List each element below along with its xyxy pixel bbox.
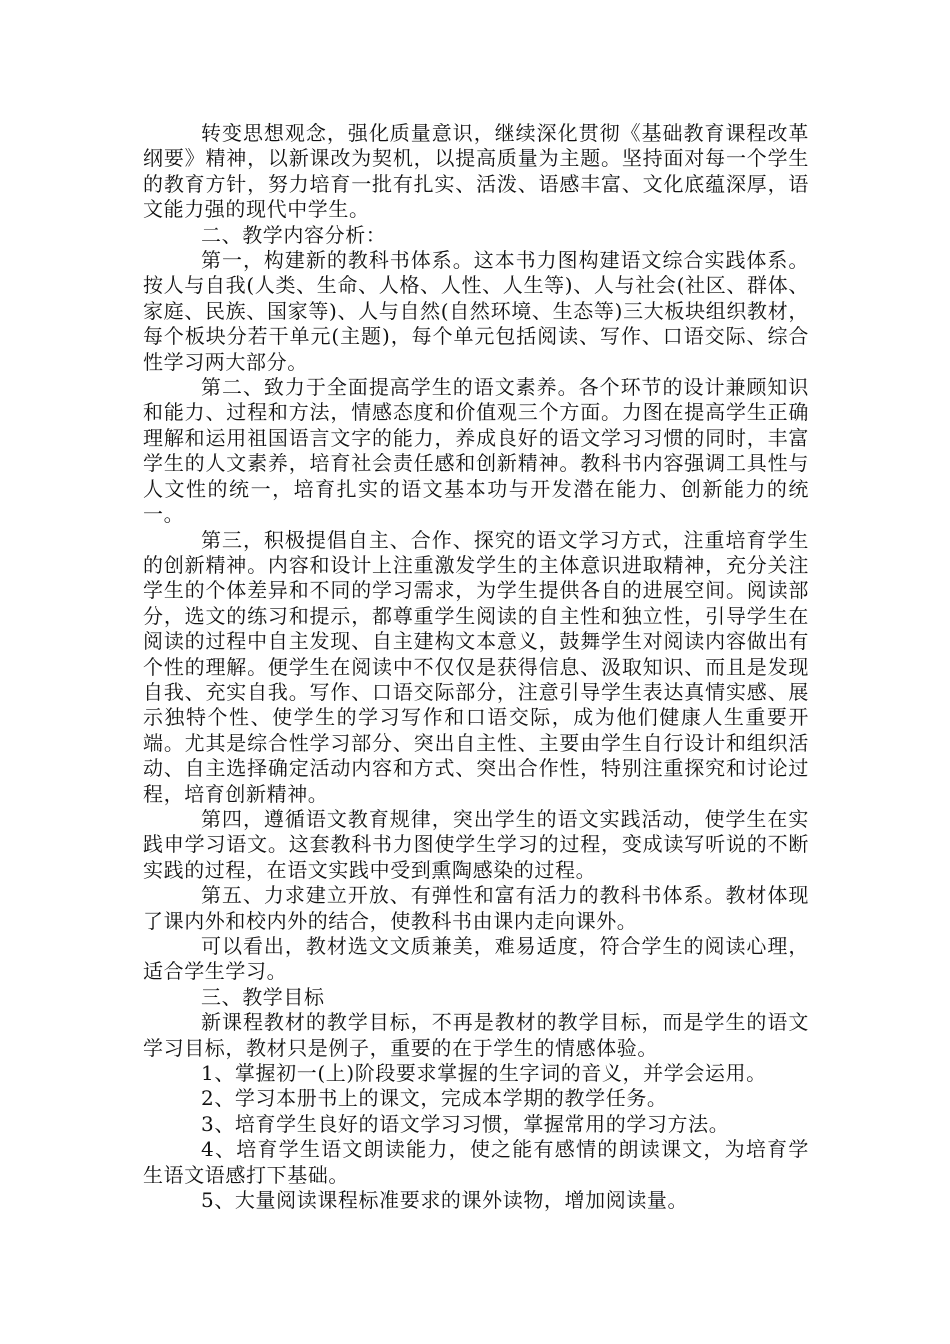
section-heading-content-analysis: 二、教学内容分析：	[201, 222, 387, 247]
section-heading-teaching-goals: 三、教学目标	[201, 984, 325, 1009]
goal-item-1: 1、掌握初一(上)阶段要求掌握的生字词的音义，并学会运用。	[201, 1061, 767, 1086]
goal-item-2: 2、学习本册书上的课文，完成本学期的教学任务。	[201, 1086, 668, 1111]
paragraph-goals-intro: 新课程教材的教学目标，不再是教材的教学目标，而是学生的语文学习目标，教材只是例子，重要的在于学生的情感体验。	[143, 1010, 809, 1060]
paragraph-summary: 可以看出，教材选文文质兼美，难易适度，符合学生的阅读心理，适合学生学习。	[143, 934, 809, 984]
paragraph-intro: 转变思想观念，强化质量意识，继续深化贯彻《基础教育课程改革纲要》精神，以新课改为契机，以提高质量为主题。坚持面对每一个学生的教育方针，努力培育一批有扎实、活泼、语感丰富、文化底蕴深厚，语文能力强的现代中学生。	[143, 121, 809, 222]
paragraph-point-2: 第二、致力于全面提高学生的语文素养。各个环节的设计兼顾知识和能力、过程和方法，情感态度和价值观三个方面。力图在提高学生正确理解和运用祖国语言文字的能力，养成良好的语文学习习惯的同时，丰富学生的人文素养，培育社会责任感和创新精神。教科书内容强调工具性与人文性的统一，培育扎实的语文基本功与开发潜在能力、创新能力的统一。	[143, 375, 809, 527]
paragraph-point-5: 第五、力求建立开放、有弹性和富有活力的教科书体系。教材体现了课内外和校内外的结合，使教科书由课内走向课外。	[143, 883, 809, 933]
goal-item-4: 4、培育学生语文朗读能力，使之能有感情的朗读课文，为培育学生语文语感打下基础。	[143, 1137, 809, 1187]
paragraph-point-4: 第四，遵循语文教育规律，突出学生的语文实践活动，使学生在实践申学习语文。这套教科书力图使学生学习的过程，变成读写听说的不断实践的过程，在语文实践中受到熏陶感染的过程。	[143, 806, 809, 882]
goal-item-5: 5、大量阅读课程标准要求的课外读物，增加阅读量。	[201, 1188, 689, 1213]
goal-item-3: 3、培育学生良好的语文学习习惯，掌握常用的学习方法。	[201, 1111, 730, 1136]
document-page	[143, 121, 809, 1213]
paragraph-point-1: 第一，构建新的教科书体系。这本书力图构建语文综合实践体系。按人与自我(人类、生命、人格、人性、人生等)、人与社会(社区、群体、家庭、民族、国家等)、人与自然(自然环境、生态等)三大板块组织教材，每个板块分若干单元(主题)，每个单元包括阅读、写作、口语交际、综合性学习两大部分。	[143, 248, 809, 374]
paragraph-point-3: 第三，积极提倡自主、合作、探究的语文学习方式，注重培育学生的创新精神。内容和设计上注重激发学生的主体意识进取精神，充分关注学生的个体差异和不同的学习需求，为学生提供各自的进展空间。阅读部分，选文的练习和提示，都尊重学生阅读的自主性和独立性，引导学生在阅读的过程中自主发现、自主建构文本意义，鼓舞学生对阅读内容做出有个性的理解。便学生在阅读中不仅仅是获得信息、汲取知识、而且是发现自我、充实自我。写作、口语交际部分，注意引导学生表达真情实感、展示独特个性、使学生的学习写作和口语交际，成为他们健康人生重要开端。尤其是综合性学习部分、突出自主性、主要由学生自行设计和组织活动、自主选择确定活动内容和方式、突出合作性，特别注重探究和讨论过程，培育创新精神。	[143, 527, 809, 806]
